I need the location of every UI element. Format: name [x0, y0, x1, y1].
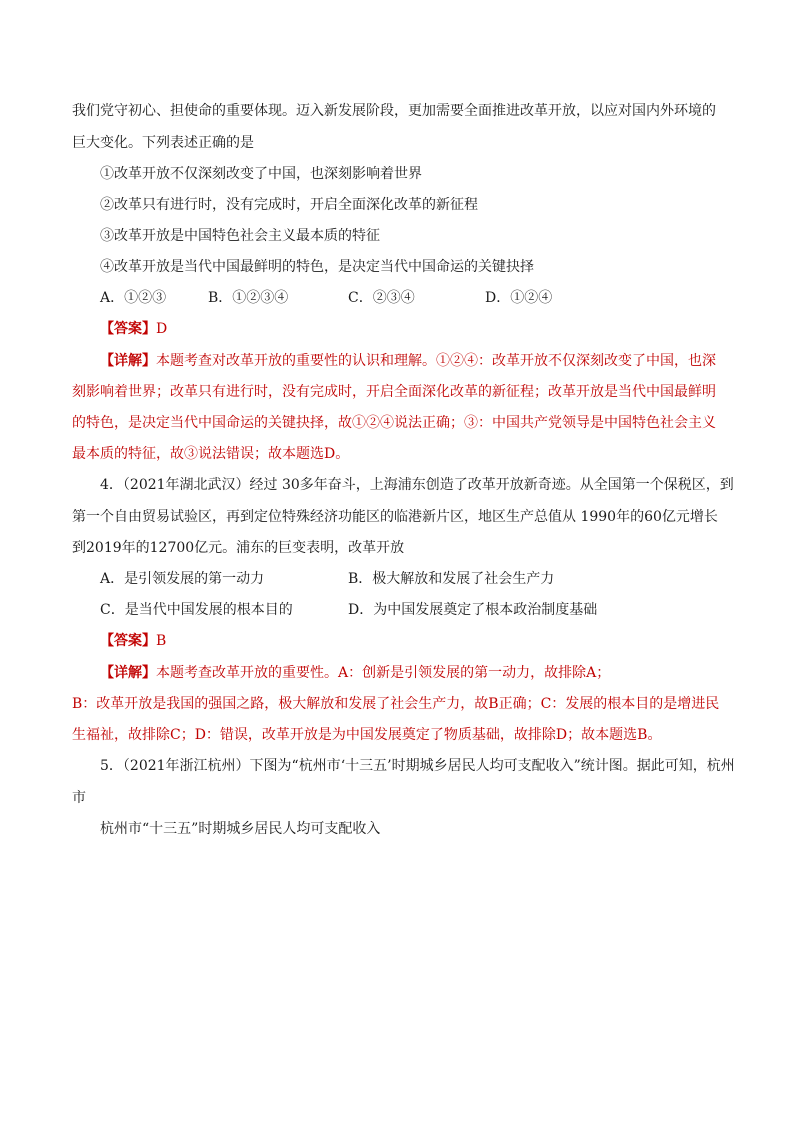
detail-label: 【详解】 — [100, 353, 156, 369]
q4-stem-line-2: 第一个自由贸易试验区，再到定位特殊经济功能区的临港新片区，地区生产总值从 1990年的60亿元增长 — [72, 509, 718, 525]
q3-detail-line-2: 刻影响着世界；改革只有进行时，没有完成时，开启全面深化改革的新征程；改革开放是当代中国最鲜明 — [72, 384, 716, 400]
q4-option-a: A．是引领发展的第一动力 — [100, 571, 265, 587]
q5-chart-caption: 杭州市“十三五”时期城乡居民人均可支配收入 — [100, 821, 381, 837]
answer-value: B — [156, 633, 167, 649]
q3-stem-line-1: 我们党守初心、担使命的重要体现。迈入新发展阶段，更加需要全面推进改革开放，以应对国内外环境的 — [72, 103, 716, 119]
q4-answer — [100, 632, 166, 650]
q3-item-4: ④改革开放是当代中国最鲜明的特色，是决定当代中国命运的关键抉择 — [100, 259, 534, 275]
q3-stem-line-2: 巨大变化。下列表述正确的是 — [72, 135, 254, 151]
q4-detail-line-1 — [100, 664, 610, 682]
q3-option-b: B．①②③④ — [208, 290, 289, 306]
q3-option-d: D．①②④ — [485, 290, 553, 306]
answer-label: 【答案】 — [100, 321, 156, 337]
detail-label: 【详解】 — [100, 665, 156, 681]
detail-text: 本题考查对改革开放的重要性的认识和理解。①②④：改革开放不仅深刻改变了中国，也深 — [156, 353, 716, 369]
q4-stem-line-3: 到2019年的12700亿元。浦东的巨变表明，改革开放 — [72, 540, 405, 556]
detail-text: 本题考查改革开放的重要性。A：创新是引领发展的第一动力，故排除A； — [156, 665, 611, 681]
q3-detail-line-4: 最本质的特征，故③说法错误；故本题选D。 — [72, 446, 350, 462]
q5-stem-line-1: 5．（2021年浙江杭州）下图为“杭州市‘十三五’时期城乡居民人均可支配收入”统计图。据此可知，杭州 — [100, 758, 735, 774]
q3-option-c: C．②③④ — [348, 290, 415, 306]
q4-option-b: B．极大解放和发展了社会生产力 — [348, 571, 555, 587]
q3-item-1: ①改革开放不仅深刻改变了中国，也深刻影响着世界 — [100, 166, 422, 182]
q3-detail-line-3: 的特色，是决定当代中国命运的关键抉择，故①②④说法正确；③：中国共产党领导是中国特色社会主义 — [72, 415, 716, 431]
q3-item-2: ②改革只有进行时，没有完成时，开启全面深化改革的新征程 — [100, 197, 478, 213]
q4-detail-line-3: 生福祉，故排除C；D：错误，改革开放是为中国发展奠定了物质基础，故排除D；故本题选B。 — [72, 727, 662, 743]
q3-option-a: A．①②③ — [100, 290, 167, 306]
q3-detail-line-1 — [100, 352, 716, 370]
q5-stem-line-2: 市 — [72, 790, 86, 806]
q4-stem-line-1: 4．（2021年湖北武汉）经过 30多年奋斗，上海浦东创造了改革开放新奇迹。从全国第一个保税区，到 — [100, 477, 734, 493]
q4-option-c: C．是当代中国发展的根本目的 — [100, 602, 293, 618]
answer-label: 【答案】 — [100, 633, 156, 649]
q3-answer — [100, 320, 167, 338]
q3-item-3: ③改革开放是中国特色社会主义最本质的特征 — [100, 228, 380, 244]
q4-option-d: D．为中国发展奠定了根本政治制度基础 — [348, 602, 598, 618]
q4-detail-line-2: B：改革开放是我国的强国之路，极大解放和发展了社会生产力，故B正确；C：发展的根本目的是增进民 — [72, 696, 720, 712]
answer-value: D — [156, 321, 168, 337]
